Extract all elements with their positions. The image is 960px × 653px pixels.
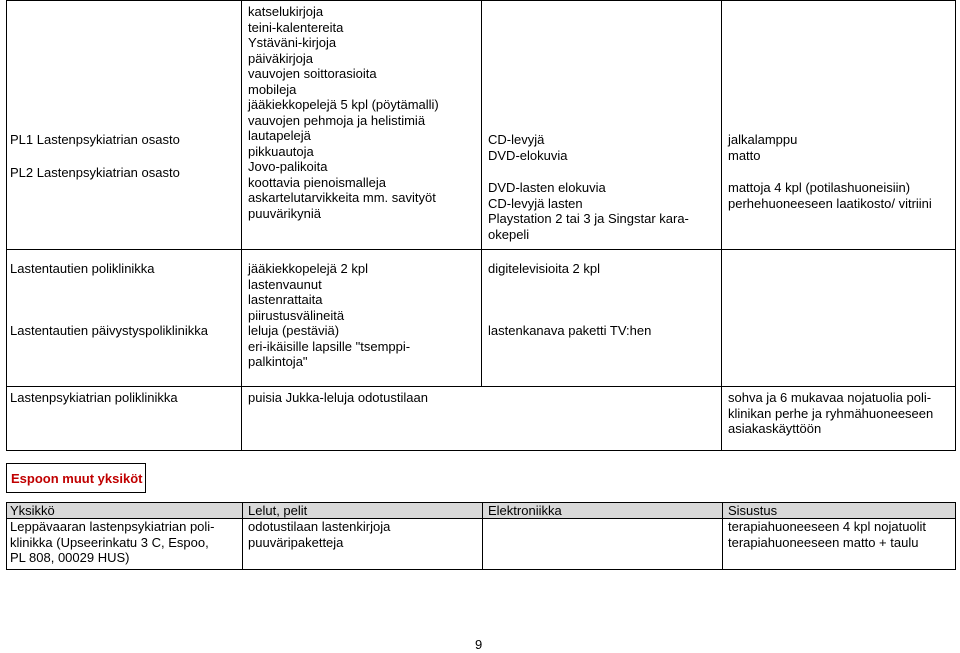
cell-line: klinikka (Upseerinkatu 3 C, Espoo, xyxy=(10,534,209,550)
table-border xyxy=(241,0,242,450)
column-header: Lelut, pelit xyxy=(248,503,308,518)
list-item: palkintoja" xyxy=(248,354,308,369)
list-item: pikkuautoja xyxy=(248,143,314,159)
list-item: lautapelejä xyxy=(248,128,311,143)
list-item: vauvojen soittorasioita xyxy=(248,66,377,81)
toys-cell xyxy=(248,261,410,370)
list-item: puisia Jukka-leluja odotustilaan xyxy=(248,390,428,405)
table-cell xyxy=(728,519,926,550)
section-heading: Espoon muut yksiköt xyxy=(11,471,143,486)
electronics-cell xyxy=(488,132,689,242)
table-border xyxy=(481,0,482,386)
list-item: katselukirjoja xyxy=(248,4,324,19)
furnishing-cell xyxy=(728,390,933,437)
cell-line: puuväripaketteja xyxy=(248,534,344,550)
list-item: klinikan perhe ja ryhmähuoneeseen xyxy=(728,405,934,421)
list-item: sohva ja 6 mukavaa nojatuolia poli- xyxy=(728,390,932,405)
list-item: lastenvaunut xyxy=(248,276,322,292)
table-header-row xyxy=(7,503,955,519)
column-header: Yksikkö xyxy=(10,503,55,518)
list-item: askartelutarvikkeita mm. savityöt xyxy=(248,190,436,205)
table-border xyxy=(722,503,723,569)
cell-line: Leppävaaran lastenpsykiatrian poli- xyxy=(10,519,215,534)
list-item: CD-levyjä lasten xyxy=(488,195,583,211)
table-border xyxy=(955,0,956,450)
list-item: Ystäväni-kirjoja xyxy=(248,35,337,50)
list-item: lastenkanava paketti TV:hen xyxy=(488,322,652,338)
list-item: asiakaskäyttöön xyxy=(728,421,822,436)
list-item: päiväkirjoja xyxy=(248,50,314,66)
unit-name: Lastenpsykiatrian poliklinikka xyxy=(10,390,178,405)
unit-name: Lastentautien poliklinikka xyxy=(10,261,155,276)
table-border xyxy=(6,450,956,451)
table-border xyxy=(482,503,483,569)
list-item: CD-levyjä xyxy=(488,132,545,147)
unit-cell xyxy=(10,132,180,180)
list-item: lastenrattaita xyxy=(248,292,323,307)
list-item: teini-kalentereita xyxy=(248,19,344,35)
toys-cell xyxy=(248,4,439,221)
list-item: leluja (pestäviä) xyxy=(248,323,340,338)
list-item: mobileja xyxy=(248,81,297,97)
list-item: Jovo-palikoita xyxy=(248,159,328,174)
list-item: Playstation 2 tai 3 ja Singstar kara- xyxy=(488,211,689,226)
list-item: jalkalamppu xyxy=(728,132,798,147)
cell-line: terapiahuoneeseen 4 kpl nojatuolit xyxy=(728,519,927,534)
list-item: piirustusvälineitä xyxy=(248,307,345,323)
table-border xyxy=(6,386,956,387)
table-cell xyxy=(248,519,390,550)
section-heading-box xyxy=(6,463,146,493)
list-item: DVD-elokuvia xyxy=(488,147,568,163)
list-item: okepeli xyxy=(488,226,530,242)
cell-line: odotustilaan lastenkirjoja xyxy=(248,519,391,534)
furnishing-cell xyxy=(728,132,932,211)
bottom-table xyxy=(6,502,956,570)
page-number: 9 xyxy=(475,637,483,652)
table-border xyxy=(6,249,956,250)
column-header: Elektroniikka xyxy=(488,503,562,518)
electronics-cell xyxy=(488,261,651,338)
list-item: vauvojen pehmoja ja helistimiä xyxy=(248,112,426,128)
unit-name: PL1 Lastenpsykiatrian osasto xyxy=(10,132,180,147)
table-border xyxy=(721,0,722,450)
column-header: Sisustus xyxy=(728,503,778,518)
list-item: digitelevisioita 2 kpl xyxy=(488,261,601,276)
list-item: puuvärikyniä xyxy=(248,205,321,221)
list-item: perhehuoneeseen laatikosto/ vitriini xyxy=(728,195,932,211)
table-border xyxy=(242,503,243,569)
cell-line: PL 808, 00029 HUS) xyxy=(10,550,130,565)
list-item: koottavia pienoismalleja xyxy=(248,174,387,190)
list-item: eri-ikäisille lapsille "tsemppi- xyxy=(248,338,411,354)
list-item: jääkiekkopelejä 2 kpl xyxy=(248,261,368,276)
table-cell xyxy=(10,519,215,566)
list-item: mattoja 4 kpl (potilashuoneisiin) xyxy=(728,180,911,195)
cell-line: terapiahuoneeseen matto + taulu xyxy=(728,534,919,550)
list-item: DVD-lasten elokuvia xyxy=(488,180,606,195)
unit-cell xyxy=(10,261,208,338)
unit-name: PL2 Lastenpsykiatrian osasto xyxy=(10,164,180,180)
list-item: matto xyxy=(728,147,761,163)
unit-name: Lastentautien päivystyspoliklinikka xyxy=(10,322,208,338)
table-border xyxy=(6,0,7,450)
list-item: jääkiekkopelejä 5 kpl (pöytämalli) xyxy=(248,97,439,112)
